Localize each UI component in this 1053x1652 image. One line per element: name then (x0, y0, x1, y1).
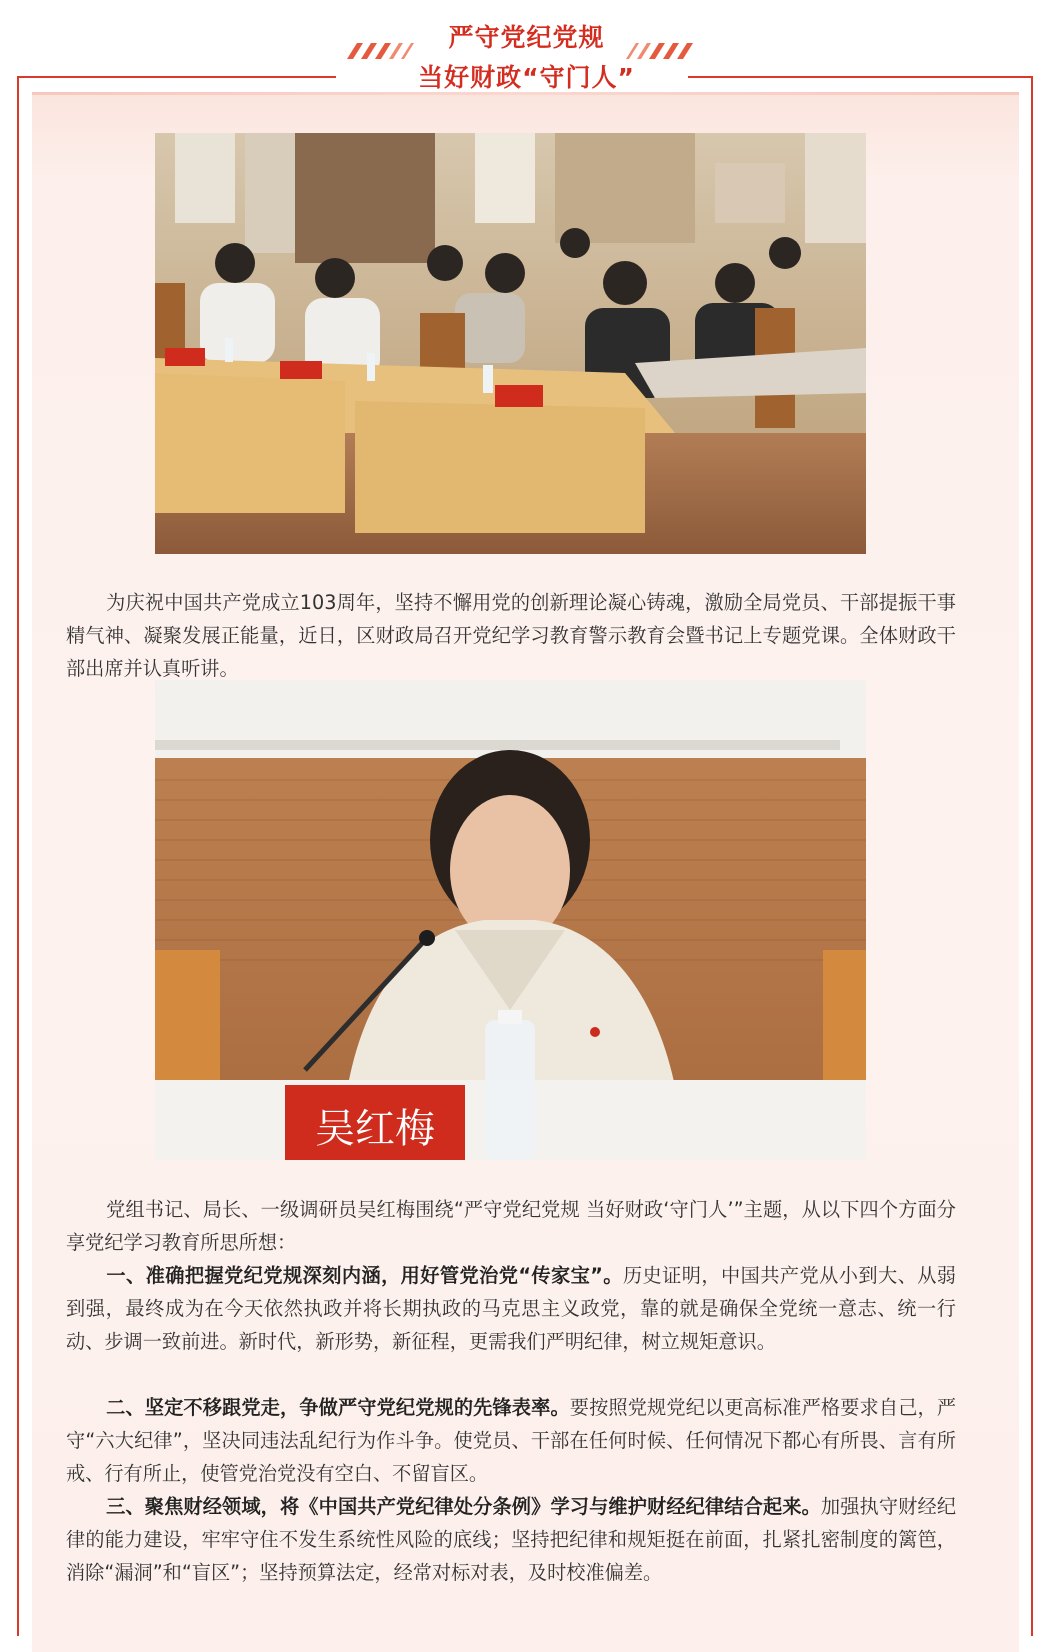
point-3-heading: 三、聚焦财经领域，将《中国共产党纪律处分条例》学习与维护财经纪律结合起来。 (106, 1495, 821, 1519)
paragraph-point-1 (66, 1259, 956, 1358)
meeting-audience-photo (155, 133, 866, 554)
paragraph-point-2 (66, 1391, 956, 1490)
title-line-2: 当好财政“守门人” (418, 63, 635, 92)
paragraph-theme (66, 1193, 956, 1259)
audience-illustration-icon (155, 133, 866, 554)
paragraph-point-3 (66, 1490, 956, 1589)
point-1-text: 历史证明，中国共产党从小到大、从弱到强，最终成为在今天依然执政并将长期执政的马克思主义政党，靠的就是确保全党统一意志、统一行动、步调一致前进。新时代，新形势，新征程，更需我们严明纪律，树立规矩意识。 (66, 1264, 956, 1354)
nameplate-text: 吴红梅 (315, 1106, 435, 1152)
point-3-text: 加强执守财经纪律的能力建设，牢牢守住不发生系统性风险的底线；坚持把纪律和规矩挺在前面，扎紧扎密制度的篱笆，消除“漏洞”和“盲区”；坚持预算法定，经常对标对表，及时校准偏差。 (66, 1495, 957, 1585)
speaker-photo (155, 680, 866, 1160)
title-line-1: 严守党纪党规 (448, 23, 605, 52)
paragraph-intro (66, 586, 956, 685)
point-1-heading: 一、准确把握党纪党规深刻内涵，用好管党治党“传家宝”。 (106, 1264, 623, 1288)
paragraph-intro-text: 为庆祝中国共产党成立103周年，坚持不懈用党的创新理论凝心铸魂，激励全局党员、干部提振干事精气神、凝聚发展正能量，近日，区财政局召开党纪学习教育警示教育会暨书记上专题党课。全体财政干部出席并认真听讲。 (66, 591, 956, 681)
speaker-illustration-icon (155, 680, 866, 1160)
point-2-heading: 二、坚定不移跟党走，争做严守党纪党规的先锋表率。 (106, 1396, 570, 1420)
section-header (0, 0, 1053, 98)
paragraph-theme-text: 党组书记、局长、一级调研员吴红梅围绕“严守党纪党规 当好财政‘守门人’”主题，从以下四个方面分享党纪学习教育所思所想： (66, 1198, 956, 1255)
point-2-text: 要按照党规党纪以更高标准严格要求自己，严守“六大纪律”，坚决同违法乱纪行为作斗争。使党员、干部在任何时候、任何情况下都心有所畏、言有所戒、行有所止，使管党治党没有空白、不留盲区。 (66, 1396, 957, 1486)
